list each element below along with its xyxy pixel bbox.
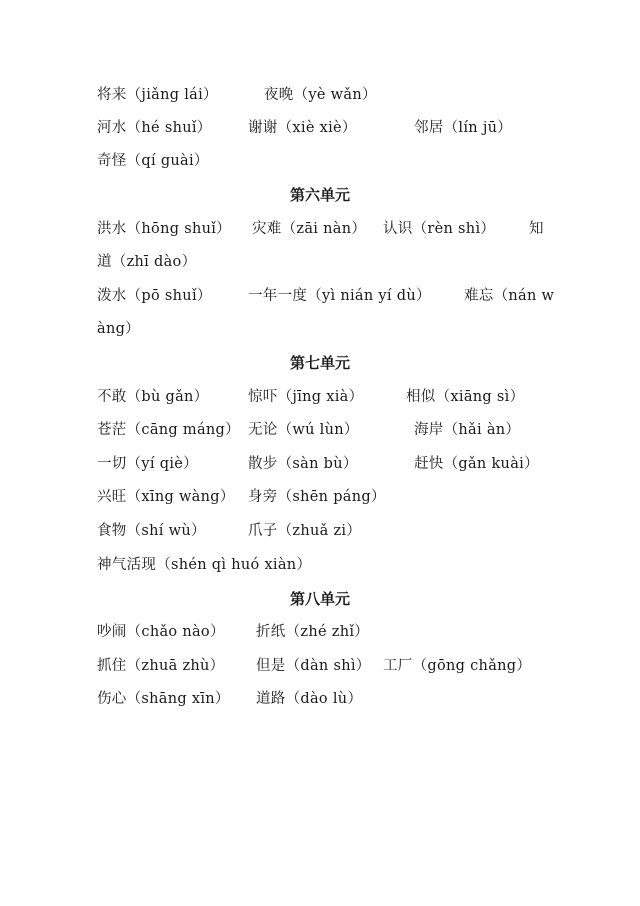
vocab-item: 兴旺（xīng wàng）: [97, 489, 235, 505]
vocab-item: 神气活现（shén qì huó xiàn）: [97, 557, 312, 573]
vocab-item: 身旁（shēn páng）: [248, 489, 386, 505]
vocab-item: 奇怪（qí guài）: [97, 153, 209, 169]
vocab-item: 食物（shí wù）: [97, 523, 206, 539]
vocab-item: 邻居（lín jū）: [414, 120, 513, 136]
vocab-item: àng）: [97, 321, 140, 337]
vocab-item: 无论（wú lùn）: [248, 422, 359, 438]
vocab-item: 吵闹（chǎo nào）: [97, 624, 225, 640]
vocab-item: 难忘（nán w: [464, 288, 555, 304]
vocab-item: 不敢（bù gǎn）: [97, 389, 209, 405]
vocab-item: 爪子（zhuǎ zi）: [248, 523, 362, 539]
vocab-item: 河水（hé shuǐ）: [97, 120, 212, 136]
vocab-item: 折纸（zhé zhǐ）: [256, 624, 370, 640]
vocab-item: 一切（yí qiè）: [97, 456, 198, 472]
vocab-item: 散步（sàn bù）: [248, 456, 358, 472]
vocab-item: 夜晚（yè wǎn）: [264, 87, 377, 103]
vocab-item: 谢谢（xiè xiè）: [248, 120, 357, 136]
vocab-item: 工厂（gōng chǎng）: [383, 658, 532, 674]
vocab-item: 惊吓（jīng xià）: [248, 389, 364, 405]
section-heading: 第六单元: [289, 186, 350, 204]
vocab-item: 认识（rèn shì）: [383, 221, 496, 237]
vocab-item: 道路（dào lù）: [256, 691, 363, 707]
vocab-item: 伤心（shāng xīn）: [97, 691, 230, 707]
section-heading: 第八单元: [289, 590, 350, 608]
vocab-item: 但是（dàn shì）: [256, 658, 371, 674]
vocab-item: 知: [529, 221, 544, 237]
section-heading: 第七单元: [289, 354, 350, 372]
vocab-item: 海岸（hǎi àn）: [414, 422, 521, 438]
vocab-item: 灾难（zāi nàn）: [252, 221, 367, 237]
vocab-item: 一年一度（yì nián yí dù）: [248, 288, 431, 304]
vocab-item: 泼水（pō shuǐ）: [97, 288, 212, 304]
vocab-item: 将来（jiǎng lái）: [97, 87, 218, 103]
vocab-item: 苍茫（cāng máng）: [97, 422, 240, 438]
vocab-item: 赶快（gǎn kuài）: [414, 456, 539, 472]
vocab-item: 洪水（hōng shuǐ）: [97, 221, 231, 237]
vocab-item: 道（zhī dào）: [97, 254, 197, 270]
vocab-item: 相似（xiāng sì）: [406, 389, 525, 405]
vocab-item: 抓住（zhuā zhù）: [97, 658, 225, 674]
